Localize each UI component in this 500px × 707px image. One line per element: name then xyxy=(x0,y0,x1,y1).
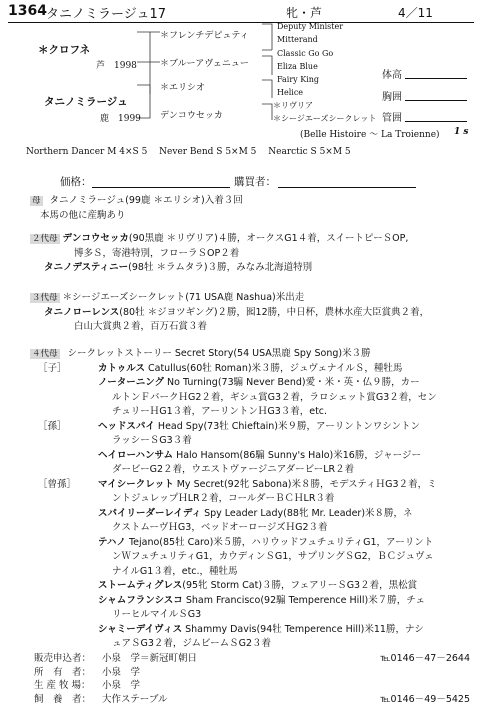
horse-name: タニノミラージュ17 xyxy=(46,7,167,22)
fourth-dam-section xyxy=(30,347,437,652)
measure-cannon-line xyxy=(405,121,467,122)
horse-name-bold: デンコウセッカ xyxy=(62,233,129,244)
inbreed-code: 1 s xyxy=(454,127,469,137)
section-line xyxy=(30,521,437,536)
buyer-line xyxy=(278,187,416,188)
horse-name-bold: ストームティグレス xyxy=(98,580,183,591)
horse-record: No Turning(73騸 Never Bend)愛・米・英・仏９勝，カー xyxy=(164,377,420,388)
horse-record: ルトンＦバークＨG2２着，ギシュ賞G3２着，ラロシェット賞G3２着，セン xyxy=(112,391,437,403)
horse-record: ＊シージエーズシークレット(71 USA鹿 Nashua)米出走 xyxy=(62,292,305,303)
price-line xyxy=(92,187,230,188)
section-line xyxy=(30,420,437,435)
measure-cannon-label: 管囲 xyxy=(382,113,402,124)
measure-chest-label: 胸囲 xyxy=(382,92,402,103)
buyer-label: 購買者： xyxy=(234,176,276,188)
section-line xyxy=(30,261,408,276)
section-line xyxy=(30,623,437,638)
g8: ＊シージエーズシークレット xyxy=(273,114,377,123)
horse-name-bold: カトゥルス xyxy=(98,362,145,374)
footer-value: 小泉 学＝新冠町朝日 xyxy=(102,653,198,664)
price-label: 価格： xyxy=(60,176,92,188)
footer-value: 大作ステーブル xyxy=(102,693,168,705)
dam-dam: デンコウセッカ xyxy=(160,111,223,121)
measure-height-label: 体高 xyxy=(382,70,402,81)
section-line xyxy=(30,405,437,420)
horse-record: ナイルG1３着，etc.，種牡馬 xyxy=(112,565,238,577)
section-tag: ３代母 xyxy=(32,293,58,303)
dam-sire: ＊エリシオ xyxy=(160,83,206,93)
section-line xyxy=(30,507,437,522)
section-line xyxy=(30,291,429,306)
footer-row xyxy=(34,693,470,707)
footer-label: 飼 養 者： xyxy=(34,693,92,705)
section-line xyxy=(30,478,437,493)
section-line xyxy=(30,536,437,551)
section-line xyxy=(30,232,408,247)
section-line xyxy=(30,391,437,406)
third-dam-section xyxy=(30,291,429,335)
generation-label: ［子］ xyxy=(38,362,67,374)
horse-record: (90黒鹿 ＊リヴリア)４勝，オークスG1４着，スイートピーＳOP, xyxy=(128,233,409,244)
section-line xyxy=(30,594,437,609)
g2: Mitterand xyxy=(277,35,318,44)
g1: Deputy Minister xyxy=(277,22,344,31)
footer-label: 生 産 牧 場： xyxy=(34,680,91,691)
footer-value: 小泉 学 xyxy=(102,666,141,678)
horse-record: ュアＳG3２着，ジムビームＳG2３着 xyxy=(112,638,272,649)
pedigree-lines xyxy=(0,0,500,140)
section-line xyxy=(30,492,437,507)
section-line xyxy=(30,362,437,377)
horse-record: ンＷフュチュリティG1，カウディンＳG1，サプリングＳG2，ＢＣジュヴェ xyxy=(112,551,434,562)
g7: ＊リヴリア xyxy=(273,101,313,110)
section-line xyxy=(30,637,437,652)
horse-record: 博多Ｓ，寄港特別，フローラＳOP２着 xyxy=(74,247,240,259)
section-line xyxy=(30,579,437,594)
footer-phone: ℡0146－49－5425 xyxy=(380,693,470,705)
dam-note: 本馬の他に産駒あり xyxy=(40,210,126,221)
horse-record: リーヒルマイルＳG3 xyxy=(112,609,202,620)
dam-name: タニノミラージュ xyxy=(44,96,128,108)
horse-record: クストムーヴＨG3，ベッドオーロージズＨG2３着 xyxy=(112,522,328,533)
section-tag: ４代母 xyxy=(32,349,58,359)
dam-section xyxy=(30,192,243,206)
dam-text: タニノミラージュ(99鹿 ＊エリシオ)入着３回 xyxy=(49,195,243,206)
horse-record: ダービーG2２着，ウエストヴァージニアダービーLR２着 xyxy=(112,464,355,475)
dam-info: 鹿 1999 xyxy=(100,114,141,124)
dam-tag: 母 xyxy=(32,196,41,206)
birth-date: 4／11 xyxy=(398,6,433,20)
horse-name-bold: ノーターニング xyxy=(98,377,165,388)
footer-row xyxy=(34,666,470,680)
horse-name-bold: シャミーデイヴィス xyxy=(98,623,183,635)
horse-name-bold: マイシークレット xyxy=(98,478,174,490)
sire-dam: ＊ブルーアヴェニュー xyxy=(160,59,249,69)
horse-name-bold: シャムフランシスコ xyxy=(98,594,183,606)
section-line xyxy=(30,306,429,321)
generation-label: ［孫］ xyxy=(38,420,67,432)
section-line xyxy=(30,434,437,449)
footer-row xyxy=(34,652,470,666)
horse-record: Head Spy(73牡 Chieftain)米９勝，アーリントンワシントン xyxy=(154,420,420,432)
inbreed-crosses: Northern Dancer M 4×S 5 Never Bend S 5×M 5 Nearctic S 5×M 5 xyxy=(26,147,351,157)
generation-label: ［曾孫］ xyxy=(38,478,77,490)
horse-name-bold: タニノローレンス xyxy=(44,306,120,318)
g5: Fairy King xyxy=(277,75,320,84)
footer-phone: ℡0146－47－2644 xyxy=(380,653,470,664)
section-line xyxy=(30,565,437,580)
horse-name-bold: ヘッドスパイ xyxy=(98,420,155,432)
horse-record: ラッシーＳG3３着 xyxy=(112,435,192,446)
section-line xyxy=(30,376,437,391)
section-line xyxy=(30,449,437,464)
horse-record: ントジュレップＨLR２着，コールダーＢＣＨLR３着 xyxy=(112,493,335,504)
section-tag: ２代母 xyxy=(32,234,58,244)
horse-record: 白山大賞典２着，百万石賞３着 xyxy=(74,321,208,332)
horse-record: Sham Francisco(92騸 Temperence Hill)米７勝，チェ xyxy=(182,594,425,606)
horse-name-bold: ヘイローハンサム xyxy=(98,449,174,461)
sex-color: 牝・芦 xyxy=(286,6,323,20)
second-dam-section xyxy=(30,232,408,276)
footer-row xyxy=(34,679,470,693)
horse-record: Catullus(60牡 Roman)米３勝，ジュヴェナイルＳ，種牡馬 xyxy=(144,362,403,374)
section-line xyxy=(30,463,437,478)
horse-record: チュリーＨG1３着，アーリントンＨG3３着，etc. xyxy=(112,406,328,417)
horse-record: Halo Hansom(86騸 Sunny's Halo)米16勝，ジャージー xyxy=(173,449,421,461)
measure-chest-line xyxy=(405,100,467,101)
horse-record: Spy Leader Lady(88牝 Mr. Leader)米８勝，ネ xyxy=(201,507,413,519)
section-line xyxy=(30,347,437,362)
horse-record: My Secret(92牝 Sabona)米８勝，モデスティＨG3２着，ミ xyxy=(173,478,437,490)
g6: Helice xyxy=(277,88,304,97)
section-line xyxy=(30,550,437,565)
sire-sire: ＊フレンチデピュティ xyxy=(160,31,249,41)
horse-name-bold: テハノ xyxy=(98,536,126,548)
footer-label: 販売申込者： xyxy=(34,653,92,664)
footer xyxy=(34,652,470,706)
horse-name-bold: スパイリーダーレイディ xyxy=(98,507,202,519)
horse-record: Tejano(85牡 Caro)米５勝，ハリウッドフュチュリティG1，アーリント xyxy=(125,536,434,548)
measure-height-line xyxy=(405,78,467,79)
sire-name: ＊クロフネ xyxy=(38,44,91,56)
section-line xyxy=(30,247,408,262)
horse-record: (95牝 Storm Cat)３勝，フェアリーＳG3２着，黒松賞 xyxy=(182,580,418,591)
inbreed-note: (Belle Histoire ～ La Troienne) xyxy=(300,130,440,140)
horse-record: (98牡 ＊ラムタラ)３勝，みなみ北海道特別 xyxy=(128,262,313,273)
footer-label: 所 有 者： xyxy=(34,666,92,678)
horse-record: シークレットストーリー Secret Story(54 USA黒鹿 Spy Song)米３勝 xyxy=(67,348,371,359)
section-line xyxy=(30,320,429,335)
g4: Eliza Blue xyxy=(277,62,318,71)
sire-info: 芦 1998 xyxy=(96,61,137,71)
g3: Classic Go Go xyxy=(277,49,334,58)
horse-record: (80牡 ＊ジヨツギング)２勝，囮12勝，中日杯，農林水産大臣賞典２着， xyxy=(119,306,430,318)
horse-record: Shammy Davis(94牡 Temperence Hill)米11勝，ナシ xyxy=(182,623,424,635)
section-line xyxy=(30,608,437,623)
footer-value: 小泉 学 xyxy=(102,680,141,691)
lot-number: 1364 xyxy=(8,3,47,19)
horse-name-bold: タニノデスティニー xyxy=(44,262,129,273)
